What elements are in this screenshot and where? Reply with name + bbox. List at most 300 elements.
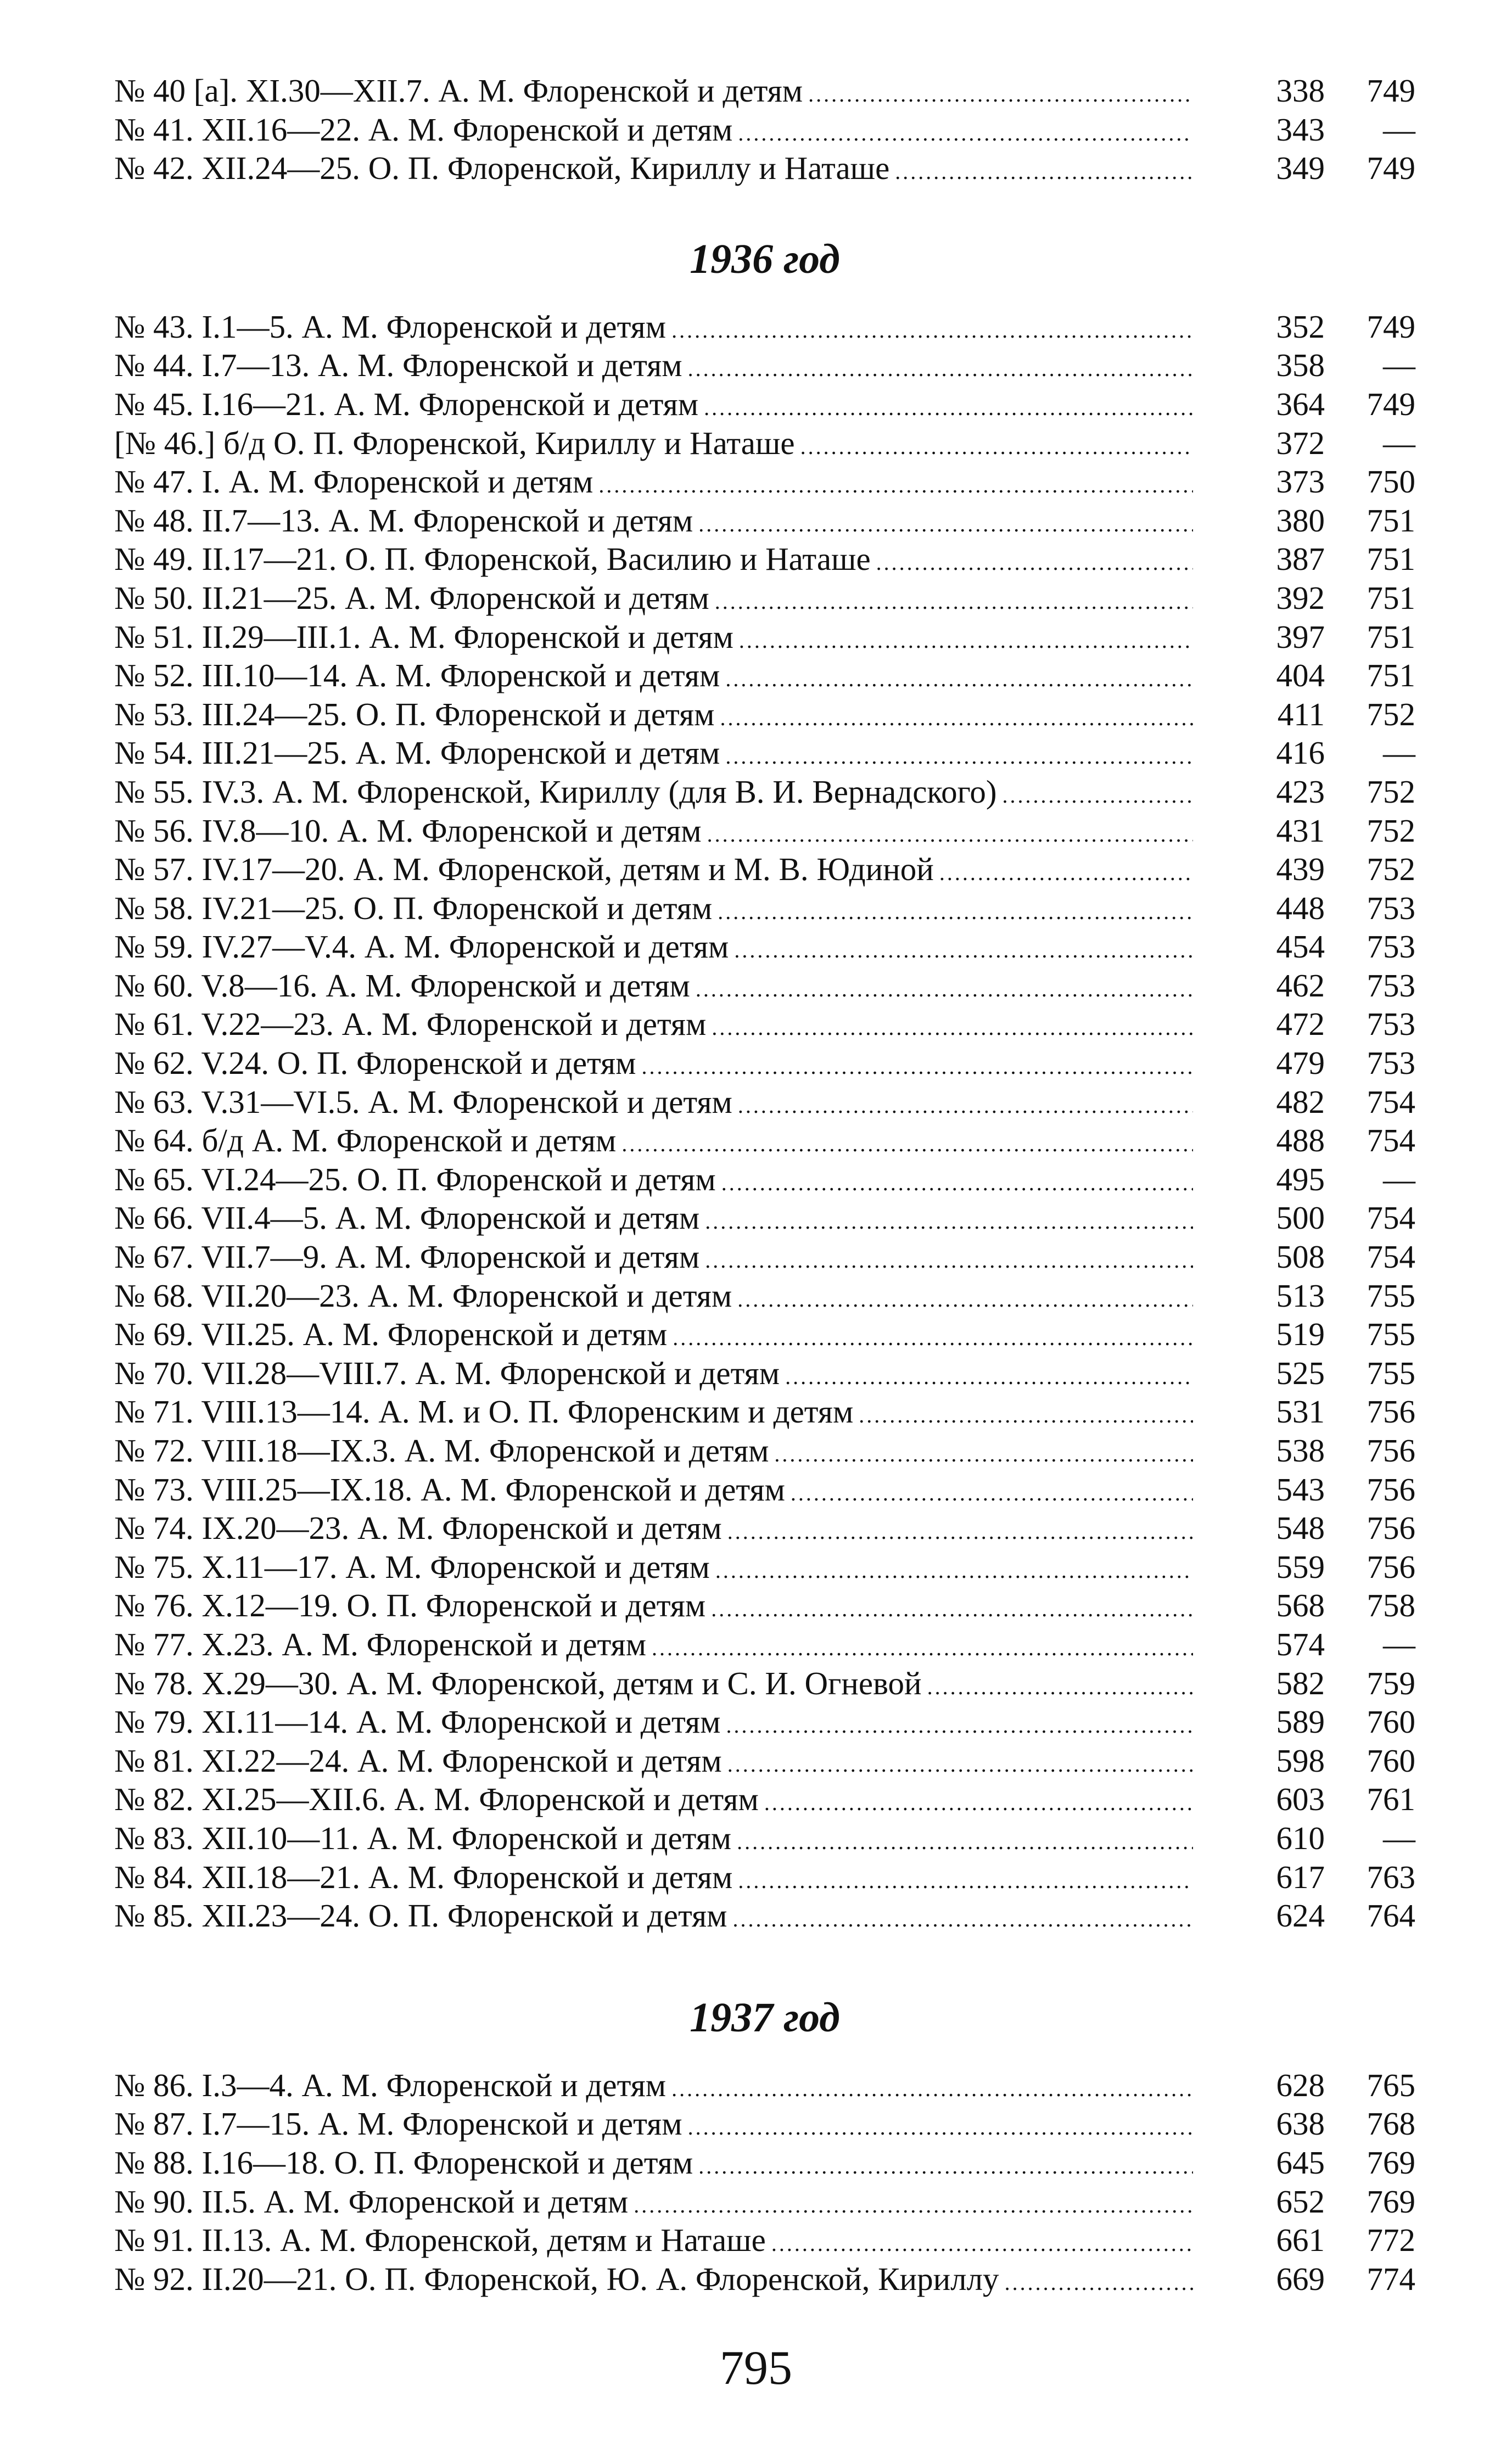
toc-entry	[114, 772, 1415, 811]
dot-leader	[876, 544, 1193, 583]
dot-leader	[739, 621, 1193, 660]
dot-leader	[598, 466, 1193, 505]
toc-entry	[114, 149, 1415, 188]
toc-entry-comment-page: 754	[1367, 1083, 1415, 1120]
toc-entry	[114, 811, 1415, 850]
toc-entry-comment-page: 749	[1367, 385, 1415, 422]
toc-entry	[114, 1276, 1415, 1315]
toc-entry-title: № 53. III.24—25. О. П. Флоренской и детям	[114, 696, 715, 732]
year-heading-1937: 1937 год	[690, 1994, 840, 2041]
toc-entry-title: № 79. XI.11—14. А. М. Флоренской и детям	[114, 1704, 721, 1740]
dot-leader	[671, 311, 1193, 350]
toc-entry-comment-page: —	[1383, 347, 1415, 384]
toc-entry-title-cell	[114, 1199, 1199, 1241]
toc-entry	[114, 2221, 1415, 2260]
toc-entry-page: 431	[1276, 812, 1325, 849]
dot-leader	[642, 1048, 1193, 1087]
dot-leader	[737, 1823, 1193, 1862]
toc-entry-title: № 60. V.8—16. А. М. Флоренской и детям	[114, 967, 690, 1004]
toc-entry-title-cell	[114, 618, 1199, 660]
toc-entry-title-cell	[114, 71, 1199, 114]
toc-entry-title-cell	[114, 1005, 1199, 1048]
toc-entry-title: № 61. V.22—23. А. М. Флоренской и детям	[114, 1006, 707, 1043]
toc-entry-page: 624	[1276, 1897, 1325, 1934]
toc-entry-page: 482	[1276, 1083, 1325, 1120]
toc-entry-comment-page: 753	[1367, 889, 1415, 926]
toc-entry-title: № 63. V.31—VI.5. А. М. Флоренской и детям	[114, 1083, 732, 1120]
toc-entry-title: № 72. VIII.18—IX.3. А. М. Флоренской и детям	[114, 1432, 769, 1469]
toc-entry	[114, 1044, 1415, 1083]
toc-entry-comment-page: 756	[1367, 1471, 1415, 1508]
toc-entry-page: 462	[1276, 967, 1325, 1004]
dot-leader	[738, 1087, 1193, 1125]
toc-entry-comment-page: 760	[1367, 1742, 1415, 1779]
toc-entry-title-cell	[114, 346, 1199, 389]
dot-leader	[895, 153, 1193, 192]
toc-entry-page: 610	[1276, 1819, 1325, 1856]
dot-leader	[738, 1862, 1193, 1901]
toc-entry-title-cell	[114, 2182, 1199, 2225]
dot-leader	[652, 1629, 1193, 1668]
dot-leader	[712, 1009, 1193, 1048]
toc-entry-title: № 51. II.29—III.1. А. М. Флоренской и детям	[114, 618, 733, 655]
toc-entry	[114, 1005, 1415, 1044]
toc-entry-title: № 92. II.20—21. О. П. Флоренской, Ю. А. Флоренской, Кириллу	[114, 2260, 999, 2297]
toc-entry-comment-page: 772	[1367, 2222, 1415, 2259]
toc-entry-title-cell	[114, 424, 1199, 467]
dot-leader	[800, 428, 1193, 467]
toc-entry-page: 423	[1276, 773, 1325, 810]
toc-entry-page: 652	[1276, 2183, 1325, 2220]
toc-entry-title-cell	[114, 772, 1199, 815]
toc-entry-title: № 64. б/д А. М. Флоренской и детям	[114, 1122, 617, 1159]
toc-entry	[114, 1858, 1415, 1897]
toc-entry-title-cell	[114, 462, 1199, 505]
toc-entry-page: 380	[1276, 502, 1325, 539]
toc-entry-title-cell	[114, 1121, 1199, 1164]
toc-entry-page: 372	[1276, 424, 1325, 461]
toc-entry-title: № 48. II.7—13. А. М. Флоренской и детям	[114, 502, 693, 539]
toc-entry-comment-page: 752	[1367, 812, 1415, 849]
toc-entry-page: 589	[1276, 1704, 1325, 1740]
toc-entry-comment-page: 753	[1367, 928, 1415, 965]
toc-entry-title: № 65. VI.24—25. О. П. Флоренской и детям	[114, 1161, 716, 1197]
toc-entry-page: 525	[1276, 1354, 1325, 1391]
toc-entry-comment-page: 763	[1367, 1858, 1415, 1895]
toc-entry	[114, 733, 1415, 772]
toc-entry	[114, 424, 1415, 463]
toc-entry	[114, 501, 1415, 540]
toc-entry-comment-page: 751	[1367, 618, 1415, 655]
toc-entry-title-cell	[114, 1431, 1199, 1474]
toc-entry-comment-page: 761	[1367, 1781, 1415, 1818]
toc-entry-title-cell	[114, 1780, 1199, 1823]
toc-entry	[114, 2182, 1415, 2221]
toc-entry-title-cell	[114, 2104, 1199, 2147]
toc-entry-title-cell	[114, 811, 1199, 854]
toc-entry-page: 531	[1276, 1393, 1325, 1430]
dot-leader	[718, 893, 1193, 932]
toc-entry-title: № 86. I.3—4. А. М. Флоренской и детям	[114, 2066, 667, 2103]
toc-entry	[114, 1199, 1415, 1237]
toc-entry-page: 603	[1276, 1781, 1325, 1818]
toc-entry-comment-page: 753	[1367, 967, 1415, 1004]
toc-entry-title-cell	[114, 2221, 1199, 2264]
toc-entry-title-cell	[114, 1315, 1199, 1358]
toc-entry-comment-page: 753	[1367, 1006, 1415, 1043]
toc-entry-title: № 88. I.16—18. О. П. Флоренской и детям	[114, 2144, 693, 2181]
toc-entry-title-cell	[114, 1044, 1199, 1087]
toc-entry-title-cell	[114, 110, 1199, 153]
toc-entry-page: 617	[1276, 1858, 1325, 1895]
toc-entry-comment-page: 774	[1367, 2260, 1415, 2297]
toc-entry-title: № 49. II.17—21. О. П. Флоренской, Василию и Наташе	[114, 541, 871, 578]
toc-entry-title: № 59. IV.27—V.4. А. М. Флоренской и детям	[114, 928, 729, 965]
toc-entry-page: 638	[1276, 2105, 1325, 2142]
dot-leader	[720, 699, 1193, 738]
toc-entry-page: 513	[1276, 1277, 1325, 1314]
toc-entry-page: 454	[1276, 928, 1325, 965]
toc-entry	[114, 1509, 1415, 1548]
dot-leader	[764, 1784, 1193, 1823]
toc-entry-title: № 77. X.23. А. М. Флоренской и детям	[114, 1626, 647, 1662]
toc-entry-page: 488	[1276, 1122, 1325, 1159]
toc-entry-page: 352	[1276, 308, 1325, 345]
toc-entry	[114, 110, 1415, 149]
toc-entry	[114, 307, 1415, 346]
toc-entry-title-cell	[114, 307, 1199, 350]
toc-entry-title: № 69. VII.25. А. М. Флоренской и детям	[114, 1316, 668, 1353]
toc-entry-comment-page: 756	[1367, 1393, 1415, 1430]
toc-entry-title: № 67. VII.7—9. А. М. Флоренской и детям	[114, 1239, 700, 1275]
toc-entry-page: 598	[1276, 1742, 1325, 1779]
toc-entry-title: № 90. II.5. А. М. Флоренской и детям	[114, 2183, 629, 2220]
dot-leader	[707, 815, 1193, 854]
toc-entry-title: № 44. I.7—13. А. М. Флоренской и детям	[114, 347, 682, 384]
toc-entry-comment-page: 751	[1367, 657, 1415, 694]
dot-leader	[705, 1241, 1193, 1280]
toc-entry-page: 500	[1276, 1200, 1325, 1236]
toc-entry-comment-page: 751	[1367, 502, 1415, 539]
toc-entry-page: 495	[1276, 1161, 1325, 1197]
toc-entry-title-cell	[114, 501, 1199, 544]
toc-entry-title-cell	[114, 1160, 1199, 1203]
toc-entry-title-cell	[114, 1354, 1199, 1397]
toc-entry-comment-page: 754	[1367, 1200, 1415, 1236]
toc-entry-title: № 40 [а]. XI.30—XII.7. А. М. Флоренской и детям	[114, 72, 803, 109]
toc-entry-comment-page: 752	[1367, 851, 1415, 888]
toc-entry-title: № 75. X.11—17. А. М. Флоренской и детям	[114, 1548, 710, 1585]
toc-entry	[114, 2143, 1415, 2182]
toc-entry-comment-page: 758	[1367, 1587, 1415, 1624]
toc-entry-page: 548	[1276, 1510, 1325, 1547]
dot-leader	[859, 1396, 1193, 1435]
toc-entry-comment-page: —	[1383, 1819, 1415, 1856]
toc-entry	[114, 695, 1415, 734]
toc-entry-page: 349	[1276, 150, 1325, 187]
toc-entry-page: 508	[1276, 1239, 1325, 1275]
toc-entry-page: 538	[1276, 1432, 1325, 1469]
toc-section-1937	[114, 2066, 1415, 2299]
toc-entry-title: № 85. XII.23—24. О. П. Флоренской и детям	[114, 1897, 727, 1934]
toc-entry	[114, 1741, 1415, 1780]
dot-leader	[791, 1474, 1193, 1513]
toc-entry	[114, 927, 1415, 966]
toc-entry	[114, 1896, 1415, 1935]
toc-entry-comment-page: 754	[1367, 1239, 1415, 1275]
toc-entry-title-cell	[114, 927, 1199, 970]
toc-entry-title: № 55. IV.3. А. М. Флоренской, Кириллу (для В. И. Вернадского)	[114, 773, 997, 810]
toc-entry-title-cell	[114, 695, 1199, 738]
toc-entry-title: № 45. I.16—21. А. М. Флоренской и детям	[114, 385, 699, 422]
toc-entry-page: 411	[1277, 696, 1325, 732]
toc-entry-title-cell	[114, 1625, 1199, 1668]
toc-entry	[114, 1780, 1415, 1819]
dot-leader	[671, 2070, 1193, 2109]
toc-entry-title-cell	[114, 889, 1199, 932]
toc-entry-title: [№ 46.] б/д О. П. Флоренской, Кириллу и Наташе	[114, 424, 795, 461]
toc-entry	[114, 1431, 1415, 1470]
toc-entry-comment-page: 749	[1367, 150, 1415, 187]
toc-entry-title-cell	[114, 1548, 1199, 1590]
toc-entry-comment-page: 752	[1367, 696, 1415, 732]
toc-entry-title-cell	[114, 966, 1199, 1009]
toc-entry-page: 574	[1276, 1626, 1325, 1662]
toc-entry-page: 568	[1276, 1587, 1325, 1624]
toc-entry	[114, 385, 1415, 424]
dot-leader	[688, 2108, 1193, 2147]
toc-entry-title: № 84. XII.18—21. А. М. Флоренской и детям	[114, 1858, 733, 1895]
toc-entry-comment-page: 769	[1367, 2183, 1415, 2220]
toc-entry	[114, 71, 1415, 110]
toc-entry-title-cell	[114, 1276, 1199, 1319]
toc-entry	[114, 618, 1415, 657]
toc-entry	[114, 1354, 1415, 1393]
toc-entry	[114, 1702, 1415, 1741]
dot-leader	[715, 1552, 1193, 1590]
toc-entry-page: 343	[1276, 111, 1325, 148]
toc-entry-title-cell	[114, 656, 1199, 699]
toc-entry-title-cell	[114, 1237, 1199, 1280]
toc-entry-comment-page: 755	[1367, 1277, 1415, 1314]
toc-entry	[114, 1121, 1415, 1160]
toc-entry	[114, 1237, 1415, 1276]
toc-entry-title-cell	[114, 1392, 1199, 1435]
toc-entry-title-cell	[114, 1819, 1199, 1862]
toc-entry	[114, 346, 1415, 385]
dot-leader	[737, 1280, 1193, 1319]
toc-entry-title: № 66. VII.4—5. А. М. Флоренской и детям	[114, 1200, 700, 1236]
toc-entry-title: № 83. XII.10—11. А. М. Флоренской и детям	[114, 1819, 732, 1856]
dot-leader	[725, 737, 1193, 776]
toc-entry-title: № 73. VIII.25—IX.18. А. М. Флоренской и детям	[114, 1471, 785, 1508]
toc-entry	[114, 2104, 1415, 2143]
toc-entry-comment-page: 755	[1367, 1354, 1415, 1391]
dot-leader	[705, 1202, 1193, 1241]
toc-entry-page: 661	[1276, 2222, 1325, 2259]
toc-entry-comment-page: 749	[1367, 72, 1415, 109]
toc-entry-title: № 87. I.7—15. А. М. Флоренской и детям	[114, 2105, 682, 2142]
toc-entry-title: № 42. XII.24—25. О. П. Флоренской, Кириллу и Наташе	[114, 150, 890, 187]
toc-entry-comment-page: 769	[1367, 2144, 1415, 2181]
dot-leader	[1002, 776, 1193, 815]
toc-entry-title-cell	[114, 1470, 1199, 1513]
toc-entry-title-cell	[114, 149, 1199, 192]
toc-entry-page: 416	[1276, 735, 1325, 771]
toc-entry-page: 338	[1276, 72, 1325, 109]
toc-entry-comment-page: 764	[1367, 1897, 1415, 1934]
dot-leader	[725, 660, 1193, 699]
toc-entry-title-cell	[114, 1896, 1199, 1939]
toc-entry-title-cell	[114, 733, 1199, 776]
toc-entry-title-cell	[114, 1664, 1199, 1707]
toc-entry	[114, 2066, 1415, 2105]
toc-entry-comment-page: 753	[1367, 1045, 1415, 1082]
toc-entry-comment-page: —	[1383, 111, 1415, 148]
toc-entry-title: № 52. III.10—14. А. М. Флоренской и детям	[114, 657, 720, 694]
toc-entry	[114, 1548, 1415, 1587]
dot-leader	[727, 1513, 1193, 1552]
toc-entry-comment-page: 749	[1367, 308, 1415, 345]
toc-entry-page: 387	[1276, 541, 1325, 578]
dot-leader	[727, 1745, 1193, 1784]
toc-entry	[114, 1586, 1415, 1625]
toc-entry-comment-page: 765	[1367, 2066, 1415, 2103]
toc-entry-page: 645	[1276, 2144, 1325, 2181]
toc-entry-title: № 50. II.21—25. А. М. Флоренской и детям	[114, 579, 709, 616]
toc-entry-title-cell	[114, 385, 1199, 428]
dot-leader	[771, 2225, 1193, 2264]
toc-entry-page: 519	[1276, 1316, 1325, 1353]
toc-entry-page: 479	[1276, 1045, 1325, 1082]
dot-leader	[939, 854, 1193, 893]
toc-entry	[114, 1160, 1415, 1199]
toc-entry	[114, 966, 1415, 1005]
toc-entry-comment-page: 750	[1367, 463, 1415, 500]
toc-entry-title: № 62. V.24. О. П. Флоренской и детям	[114, 1045, 636, 1082]
toc-entry-comment-page: 756	[1367, 1548, 1415, 1585]
toc-entry-comment-page: —	[1383, 1161, 1415, 1197]
toc-entry-comment-page: 755	[1367, 1316, 1415, 1353]
toc-entry-title-cell	[114, 1858, 1199, 1901]
dot-leader	[704, 389, 1193, 428]
toc-section-1935-continued	[114, 71, 1415, 188]
dot-leader	[698, 505, 1193, 544]
toc-entry-title-cell	[114, 1702, 1199, 1745]
toc-entry-page: 392	[1276, 579, 1325, 616]
table-of-contents	[114, 71, 1415, 2298]
toc-entry-title: № 78. X.29—30. А. М. Флоренской, детям и С. И. Огневой	[114, 1665, 922, 1701]
toc-entry	[114, 462, 1415, 501]
toc-entry-title: № 71. VIII.13—14. А. М. и О. П. Флоренским и детям	[114, 1393, 854, 1430]
toc-entry	[114, 1083, 1415, 1122]
toc-entry-comment-page: 751	[1367, 541, 1415, 578]
dot-leader	[1005, 2264, 1193, 2303]
toc-section-1936	[114, 307, 1415, 1935]
toc-entry-title-cell	[114, 850, 1199, 893]
toc-entry-page: 358	[1276, 347, 1325, 384]
toc-entry-title-cell	[114, 540, 1199, 583]
toc-entry	[114, 579, 1415, 618]
toc-entry-comment-page: —	[1383, 424, 1415, 461]
page-number: 795	[720, 2342, 792, 2395]
toc-entry-title-cell	[114, 1586, 1199, 1629]
toc-entry-comment-page: 756	[1367, 1432, 1415, 1469]
toc-entry-title: № 41. XII.16—22. А. М. Флоренской и детям	[114, 111, 733, 148]
toc-entry-title: № 76. X.12—19. О. П. Флоренской и детям	[114, 1587, 706, 1624]
toc-entry-title: № 43. I.1—5. А. М. Флоренской и детям	[114, 308, 667, 345]
dot-leader	[688, 350, 1193, 389]
toc-entry-page: 373	[1276, 463, 1325, 500]
toc-entry-title: № 81. XI.22—24. А. М. Флоренской и детям	[114, 1742, 722, 1779]
dot-leader	[621, 1125, 1193, 1164]
dot-leader	[696, 970, 1193, 1009]
toc-entry	[114, 540, 1415, 579]
toc-entry	[114, 1470, 1415, 1509]
toc-entry-page: 559	[1276, 1548, 1325, 1585]
toc-entry-page: 448	[1276, 889, 1325, 926]
toc-entry-page: 472	[1276, 1006, 1325, 1043]
toc-entry-page: 669	[1276, 2260, 1325, 2297]
toc-entry-title-cell	[114, 1509, 1199, 1552]
toc-entry	[114, 1664, 1415, 1703]
toc-entry-title: № 74. IX.20—23. А. М. Флоренской и детям	[114, 1510, 722, 1547]
dot-leader	[927, 1668, 1193, 1707]
dot-leader	[721, 1164, 1193, 1203]
dot-leader	[711, 1590, 1193, 1629]
toc-entry-title: № 68. VII.20—23. А. М. Флоренской и детям	[114, 1277, 732, 1314]
toc-entry-comment-page: —	[1383, 1626, 1415, 1662]
toc-entry-title: № 82. XI.25—XII.6. А. М. Флоренской и детям	[114, 1781, 759, 1818]
toc-entry-page: 397	[1276, 618, 1325, 655]
toc-entry-title: № 58. IV.21—25. О. П. Флоренской и детям	[114, 889, 713, 926]
dot-leader	[774, 1435, 1193, 1474]
toc-entry-page: 364	[1276, 385, 1325, 422]
toc-entry	[114, 889, 1415, 928]
toc-entry-comment-page: 759	[1367, 1665, 1415, 1701]
dot-leader	[738, 114, 1193, 153]
toc-entry-title-cell	[114, 2260, 1199, 2303]
toc-entry-comment-page: 751	[1367, 579, 1415, 616]
toc-entry	[114, 850, 1415, 889]
dot-leader	[732, 1900, 1193, 1939]
dot-leader	[726, 1706, 1194, 1745]
toc-entry-title-cell	[114, 1741, 1199, 1784]
dot-leader	[634, 2186, 1193, 2225]
dot-leader	[715, 583, 1193, 621]
toc-entry-title: № 47. I. А. М. Флоренской и детям	[114, 463, 593, 500]
dot-leader	[673, 1319, 1193, 1358]
toc-entry-title: № 57. IV.17—20. А. М. Флоренской, детям и М. В. Юдиной	[114, 851, 934, 888]
dot-leader	[734, 931, 1193, 970]
toc-entry-title-cell	[114, 579, 1199, 621]
toc-entry-comment-page: —	[1383, 735, 1415, 771]
dot-leader	[698, 2147, 1193, 2186]
toc-entry-title: № 91. II.13. А. М. Флоренской, детям и Наташе	[114, 2222, 766, 2259]
toc-entry	[114, 1625, 1415, 1664]
dot-leader	[785, 1358, 1193, 1397]
toc-entry-title-cell	[114, 2143, 1199, 2186]
toc-entry-comment-page: 756	[1367, 1510, 1415, 1547]
toc-entry-page: 404	[1276, 657, 1325, 694]
toc-entry-comment-page: 752	[1367, 773, 1415, 810]
toc-entry	[114, 2260, 1415, 2299]
toc-entry-title: № 54. III.21—25. А. М. Флоренской и детям	[114, 735, 720, 771]
toc-entry-title-cell	[114, 2066, 1199, 2109]
toc-entry	[114, 1819, 1415, 1858]
toc-entry-page: 543	[1276, 1471, 1325, 1508]
toc-entry-page: 628	[1276, 2066, 1325, 2103]
